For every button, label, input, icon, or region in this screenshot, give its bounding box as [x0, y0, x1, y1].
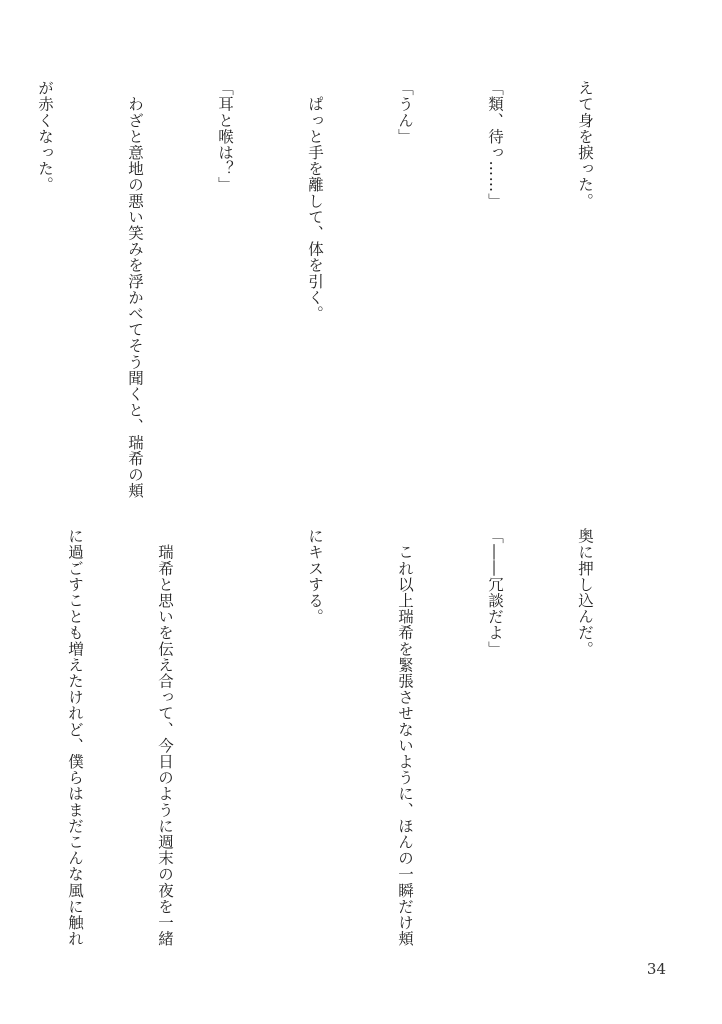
text-line: が赤くなった。 — [36, 80, 54, 193]
text-line: 「類、待っ……」 — [486, 80, 504, 209]
text-line: ぱっと手を離して、体を引く。 — [306, 80, 324, 322]
text-block-lower — [60, 528, 660, 948]
text-line: わざと意地の悪い笑みを浮かべてそう聞くと、瑞希の頬 — [126, 80, 144, 499]
text-line: にキスする。 — [306, 528, 324, 625]
text-block-upper — [36, 80, 660, 500]
text-line: 奥に押し込んだ。 — [576, 528, 594, 657]
text-line: これ以上瑞希を緊張させないように、ほんの一瞬だけ頬 — [396, 528, 414, 947]
page-number: 34 — [646, 960, 666, 978]
text-line: に過ごすことも増えたけれど、僕らはまだこんな風に触れ — [66, 528, 84, 947]
text-line: 「――冗談だよ」 — [486, 528, 504, 657]
text-line: 「耳と喉は？」 — [216, 80, 234, 193]
text-line: 「うん」 — [396, 80, 414, 145]
text-line: 瑞希と思いを伝え合って、今日のように週末の夜を一緒 — [156, 528, 174, 947]
text-line: えて身を捩った。 — [576, 80, 594, 209]
